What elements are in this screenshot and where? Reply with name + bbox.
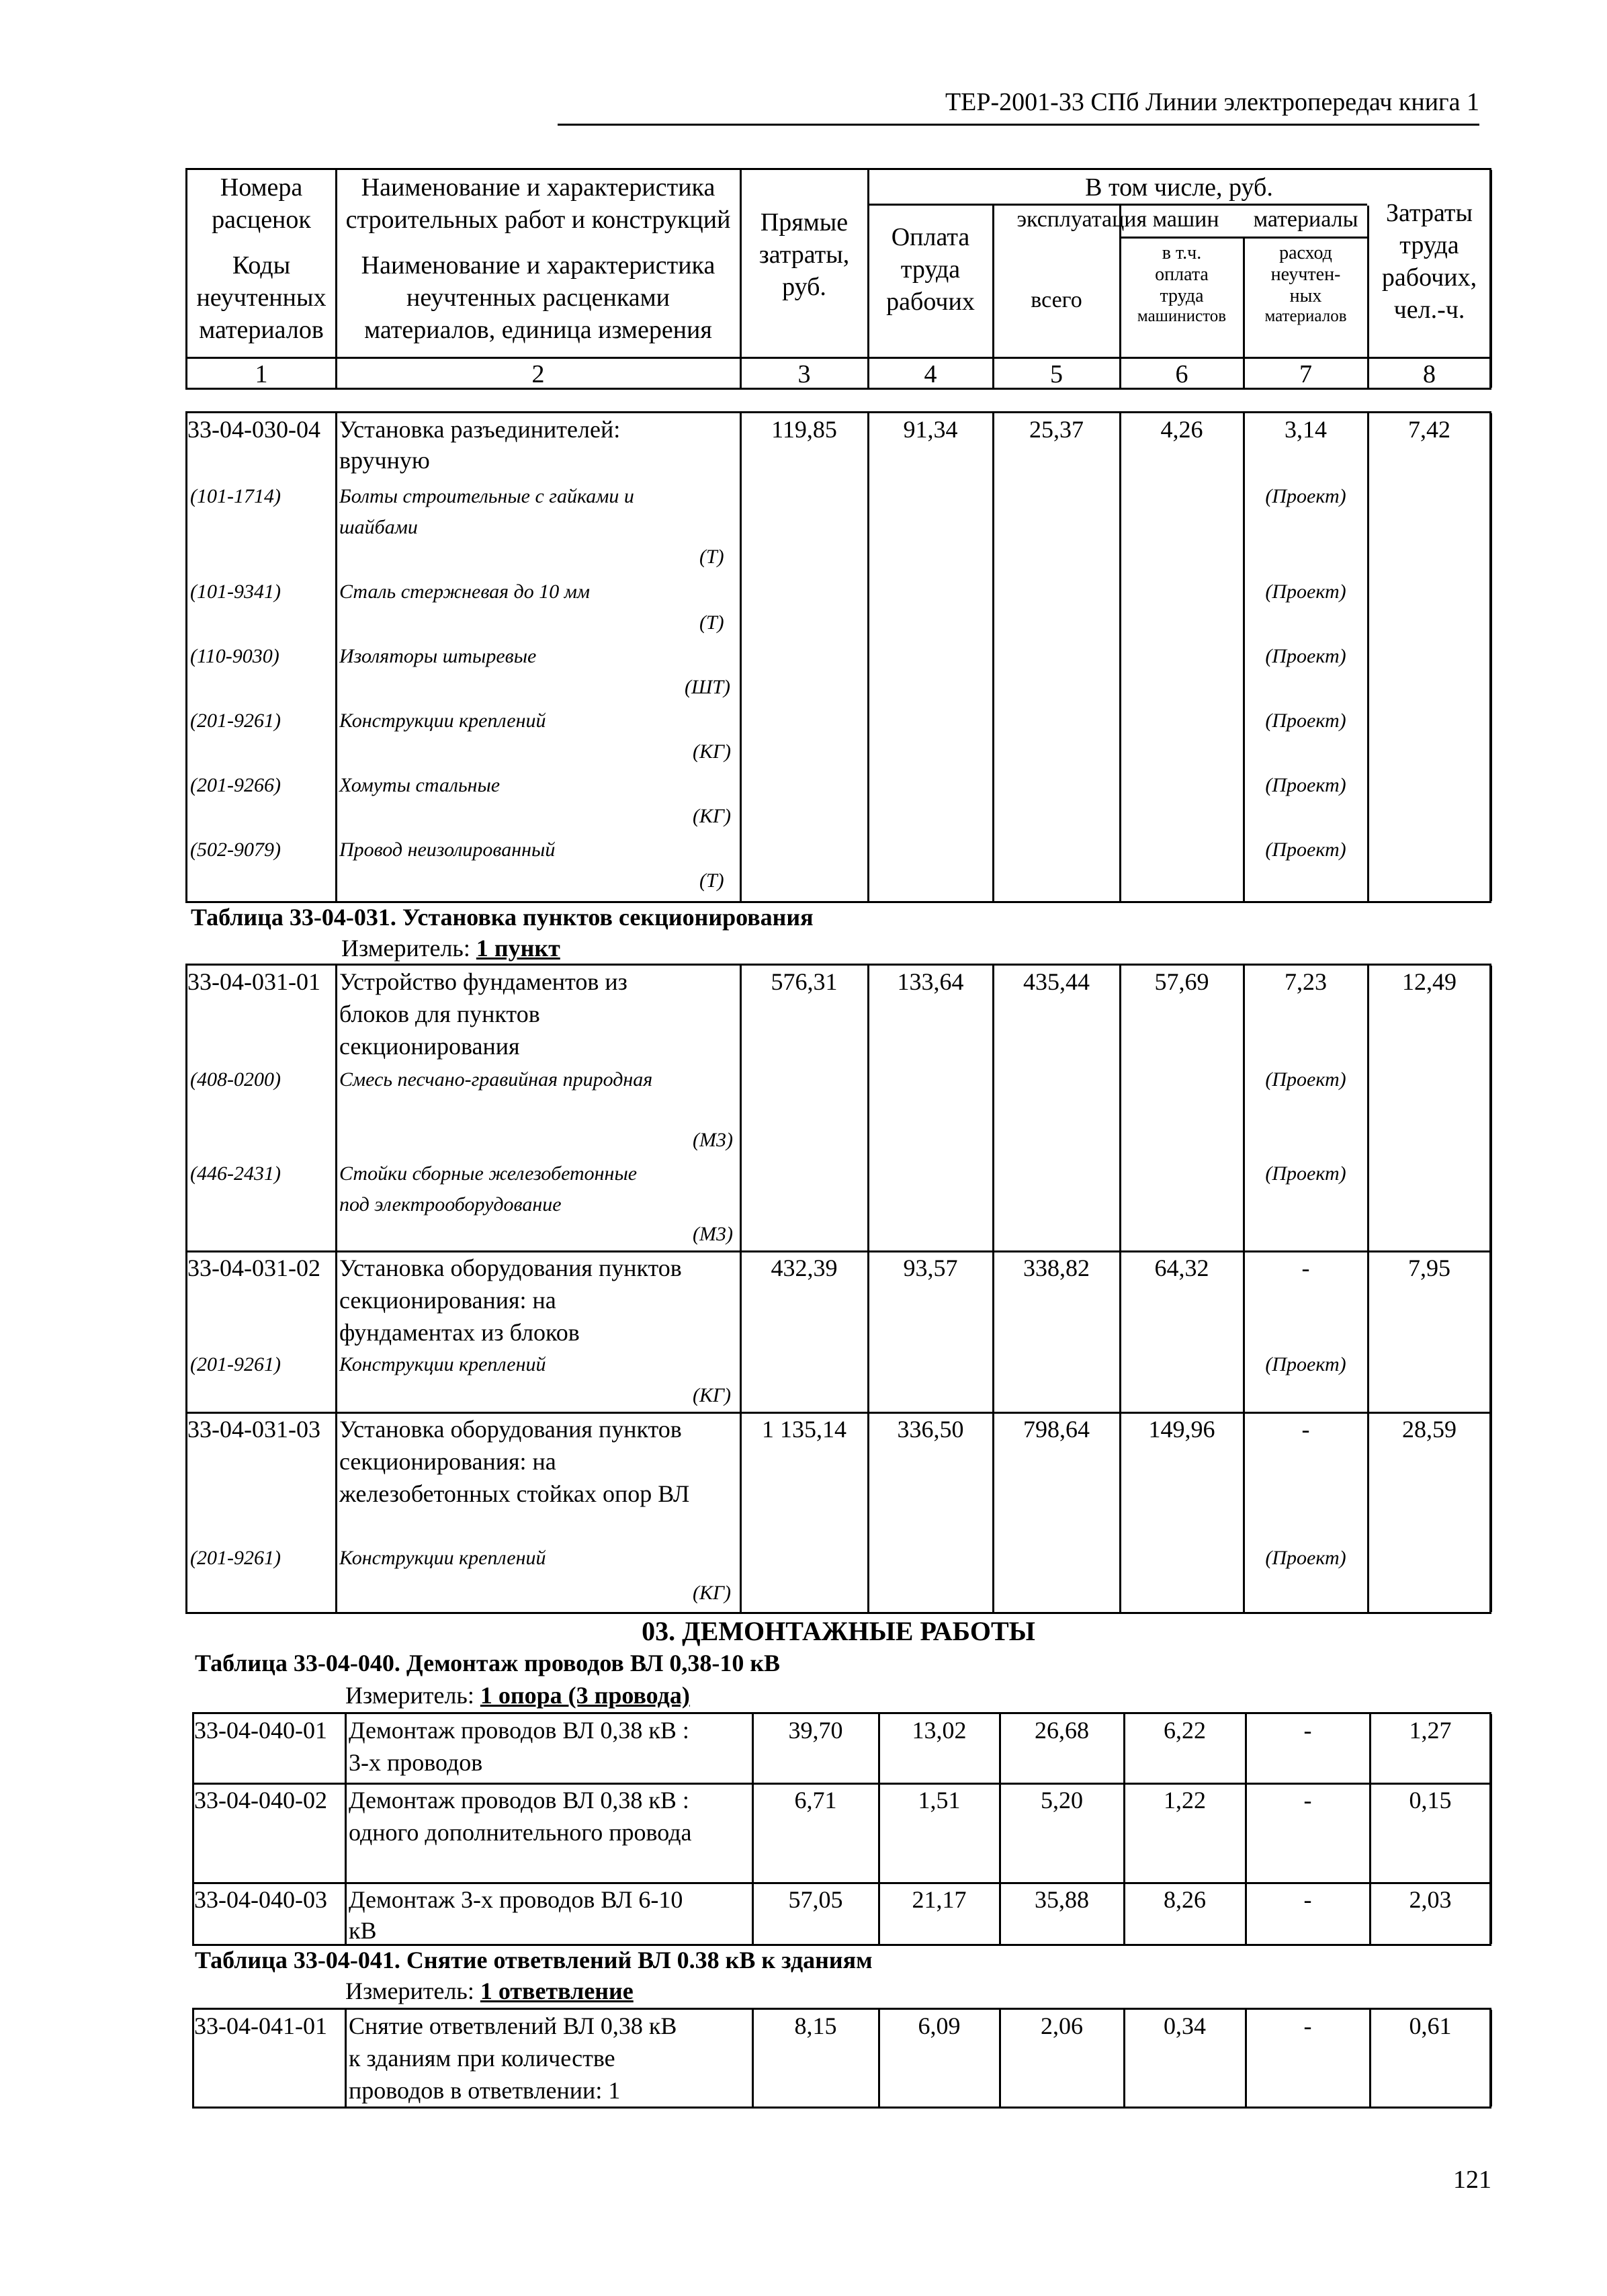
material-unit: (М3) [693, 1223, 733, 1245]
labor-cost: 13,02 [912, 1717, 967, 1744]
group-header: В том числе, руб. [1085, 173, 1273, 202]
labor-cost: 91,34 [903, 416, 958, 443]
material-name: Конструкции креплений [339, 710, 546, 732]
material-code: (446-2431) [190, 1162, 281, 1185]
direct-cost: 8,15 [794, 2012, 837, 2039]
labor-hours: 28,59 [1402, 1416, 1457, 1443]
table-041-caption: Таблица 33-04-041. Снятие ответвлений ВЛ 0.38 кВ к зданиям [195, 1947, 873, 1973]
material-cost: - [1301, 1416, 1310, 1443]
labor-cost: 336,50 [897, 1416, 964, 1443]
row-code: 33-04-040-01 [194, 1717, 327, 1744]
table-031 [185, 964, 1491, 1614]
material-cost: 7,23 [1285, 968, 1327, 995]
labor-cost: 21,17 [912, 1886, 967, 1913]
labor-cost: 1,51 [918, 1787, 961, 1814]
material-unit: (КГ) [693, 1384, 731, 1406]
table-040-caption: Таблица 33-04-040. Демонтаж проводов ВЛ 0,38-10 кВ [195, 1650, 781, 1676]
material-project: (Проект) [1265, 1547, 1346, 1569]
material-name-cont: шайбами [339, 516, 418, 538]
col-number-1: 1 [255, 360, 268, 388]
row-name: Демонтаж проводов ВЛ 0,38 кВ : [349, 1717, 689, 1744]
row-name: Установка оборудования пунктов [339, 1255, 682, 1281]
row-code: 33-04-031-02 [187, 1255, 320, 1281]
material-name: Изоляторы штыревые [339, 645, 537, 667]
row-name: Снятие ответвлений ВЛ 0,38 кВ [349, 2012, 677, 2039]
col-number-3: 3 [797, 360, 811, 388]
col6-header: в т.ч. оплата труда машинистов [1137, 243, 1227, 325]
row-name: Установка разъединителей: [339, 416, 621, 443]
labor-hours: 7,95 [1408, 1255, 1450, 1281]
row-name-cont: блоков для пунктов [339, 1001, 540, 1027]
col-number-6: 6 [1175, 360, 1188, 388]
page-header-title: ТЕР-2001-33 СПб Линии электропередач книга 1 [945, 88, 1479, 116]
col-number-4: 4 [924, 360, 937, 388]
row-name-cont: одного дополнительного провода [349, 1819, 692, 1846]
row-code: 33-04-040-02 [194, 1787, 327, 1814]
material-project: (Проект) [1265, 1162, 1346, 1185]
machine-cost: 798,64 [1023, 1416, 1090, 1443]
labor-cost: 93,57 [903, 1255, 958, 1281]
material-unit: (ШТ) [685, 676, 730, 698]
col7-header: расход неучтен- ных материалов [1264, 243, 1347, 325]
material-unit: (КГ) [693, 805, 731, 827]
labor-hours: 12,49 [1402, 968, 1457, 995]
table-040 [192, 1712, 1491, 1946]
direct-cost: 1 135,14 [762, 1416, 846, 1443]
material-unit: (КГ) [693, 740, 731, 763]
material-name: Стойки сборные железобетонные [339, 1162, 638, 1185]
material-code: (408-0200) [190, 1068, 281, 1091]
row-name-cont: вручную [339, 447, 430, 474]
table-041 [192, 2008, 1491, 2109]
direct-cost: 576,31 [771, 968, 838, 995]
table-031-caption: Таблица 33-04-031. Установка пунктов секционирования [191, 904, 814, 931]
operator-cost: 1,22 [1164, 1787, 1206, 1814]
material-project: (Проект) [1265, 839, 1346, 861]
machine-cost: 338,82 [1023, 1255, 1090, 1281]
material-code: (101-1714) [190, 485, 281, 507]
col-number-2: 2 [531, 360, 545, 388]
machine-cost: 26,68 [1035, 1717, 1089, 1744]
material-code: (201-9266) [190, 774, 281, 796]
material-name: Хомуты стальные [339, 774, 501, 796]
material-name-cont: под электрооборудование [339, 1193, 562, 1216]
row-code: 33-04-030-04 [187, 416, 320, 443]
machine-cost: 35,88 [1035, 1886, 1089, 1913]
material-project: (Проект) [1265, 1353, 1346, 1375]
material-name: Провод неизолированный [339, 839, 556, 861]
row-name-cont: 3-х проводов [349, 1749, 483, 1776]
table-031-measure: Измеритель: 1 пункт [341, 935, 560, 962]
operator-cost: 0,34 [1164, 2012, 1206, 2039]
page-number: 121 [1453, 2166, 1491, 2194]
col1-header: Номера расценок Коды неучтенных материалов [196, 173, 327, 344]
machine-cost: 25,37 [1029, 416, 1084, 443]
row-code: 33-04-031-03 [187, 1416, 320, 1443]
material-cost: - [1303, 1717, 1312, 1744]
materials-header: материалы [1253, 207, 1358, 232]
material-project: (Проект) [1265, 485, 1346, 507]
col-number-5: 5 [1050, 360, 1063, 388]
material-project: (Проект) [1265, 1068, 1346, 1091]
material-name: Конструкции креплений [339, 1353, 546, 1375]
col-number-8: 8 [1423, 360, 1436, 388]
col2-header: Наименование и характеристика строительных работ и конструкций Наименование и характеристика неучтенных расценками материалов, единица измерения [345, 173, 731, 344]
material-code: (201-9261) [190, 1547, 281, 1569]
col8-header: Затраты труда рабочих, чел.-ч. [1381, 199, 1477, 324]
row-name-cont: проводов в ответвлении: 1 [349, 2077, 621, 2104]
row-name-cont: секционирования [339, 1033, 520, 1060]
operator-cost: 64,32 [1154, 1255, 1209, 1281]
row-name-cont: к зданиям при количестве [349, 2045, 615, 2072]
labor-cost: 133,64 [897, 968, 964, 995]
operator-cost: 57,69 [1154, 968, 1209, 995]
material-unit: (М3) [693, 1129, 733, 1151]
column-header-table [185, 168, 1491, 390]
labor-hours: 0,61 [1409, 2012, 1452, 2039]
material-name: Смесь песчано-гравийная природная [339, 1068, 653, 1091]
material-code: (502-9079) [190, 839, 281, 861]
section-title: 03. ДЕМОНТАЖНЫЕ РАБОТЫ [642, 1616, 1035, 1646]
row-name: Демонтаж проводов ВЛ 0,38 кВ : [349, 1787, 689, 1814]
table-030 [185, 411, 1491, 903]
labor-hours: 2,03 [1409, 1886, 1452, 1913]
row-name-cont: фундаментах из блоков [339, 1319, 580, 1346]
direct-cost: 39,70 [788, 1717, 843, 1744]
material-cost: - [1303, 1787, 1312, 1814]
operator-cost: 4,26 [1160, 416, 1203, 443]
material-unit: (Т) [699, 869, 724, 892]
row-name: Демонтаж 3-х проводов ВЛ 6-10 [349, 1886, 683, 1913]
material-unit: (Т) [699, 546, 724, 568]
col4-header: Оплата труда рабочих [886, 223, 975, 316]
direct-cost: 432,39 [771, 1255, 838, 1281]
material-unit: (Т) [699, 611, 724, 634]
row-name-cont: кВ [349, 1917, 377, 1944]
machine-cost: 5,20 [1041, 1787, 1083, 1814]
table-040-measure: Измеритель: 1 опора (3 провода) [345, 1682, 690, 1709]
labor-cost: 6,09 [918, 2012, 961, 2039]
material-cost: 3,14 [1285, 416, 1327, 443]
labor-hours: 0,15 [1409, 1787, 1452, 1814]
row-name: Устройство фундаментов из [339, 968, 627, 995]
row-name-cont: секционирования: на [339, 1287, 556, 1314]
machines-header: эксплуатация машин [1016, 207, 1219, 232]
material-code: (101-9341) [190, 581, 281, 603]
material-unit: (КГ) [693, 1582, 731, 1604]
material-project: (Проект) [1265, 581, 1346, 603]
labor-hours: 1,27 [1409, 1717, 1452, 1744]
machine-cost: 2,06 [1041, 2012, 1083, 2039]
row-code: 33-04-041-01 [194, 2012, 327, 2039]
material-name: Конструкции креплений [339, 1547, 546, 1569]
direct-cost: 119,85 [771, 416, 837, 443]
material-project: (Проект) [1265, 645, 1346, 667]
operator-cost: 6,22 [1164, 1717, 1206, 1744]
row-name-cont: секционирования: на [339, 1448, 556, 1475]
operator-cost: 8,26 [1164, 1886, 1206, 1913]
row-name-cont: железобетонных стойках опор ВЛ [339, 1480, 690, 1507]
machine-cost: 435,44 [1023, 968, 1090, 995]
col3-header: Прямые затраты, руб. [758, 208, 850, 301]
material-name: Сталь стержневая до 10 мм [339, 581, 591, 603]
material-cost: - [1303, 2012, 1312, 2039]
col-number-7: 7 [1299, 360, 1312, 388]
material-code: (201-9261) [190, 710, 281, 732]
row-code: 33-04-031-01 [187, 968, 320, 995]
labor-hours: 7,42 [1408, 416, 1450, 443]
material-cost: - [1301, 1255, 1310, 1281]
page-header [558, 86, 1479, 126]
col5-header: всего [1031, 288, 1082, 312]
row-name: Установка оборудования пунктов [339, 1416, 682, 1443]
material-project: (Проект) [1265, 774, 1346, 796]
material-cost: - [1303, 1886, 1312, 1913]
operator-cost: 149,96 [1148, 1416, 1215, 1443]
material-code: (201-9261) [190, 1353, 281, 1375]
direct-cost: 57,05 [788, 1886, 843, 1913]
table-041-measure: Измеритель: 1 ответвление [345, 1978, 634, 2004]
material-name: Болты строительные с гайками и [339, 485, 634, 507]
material-project: (Проект) [1265, 710, 1346, 732]
material-code: (110-9030) [190, 645, 279, 667]
direct-cost: 6,71 [794, 1787, 837, 1814]
row-code: 33-04-040-03 [194, 1886, 327, 1913]
